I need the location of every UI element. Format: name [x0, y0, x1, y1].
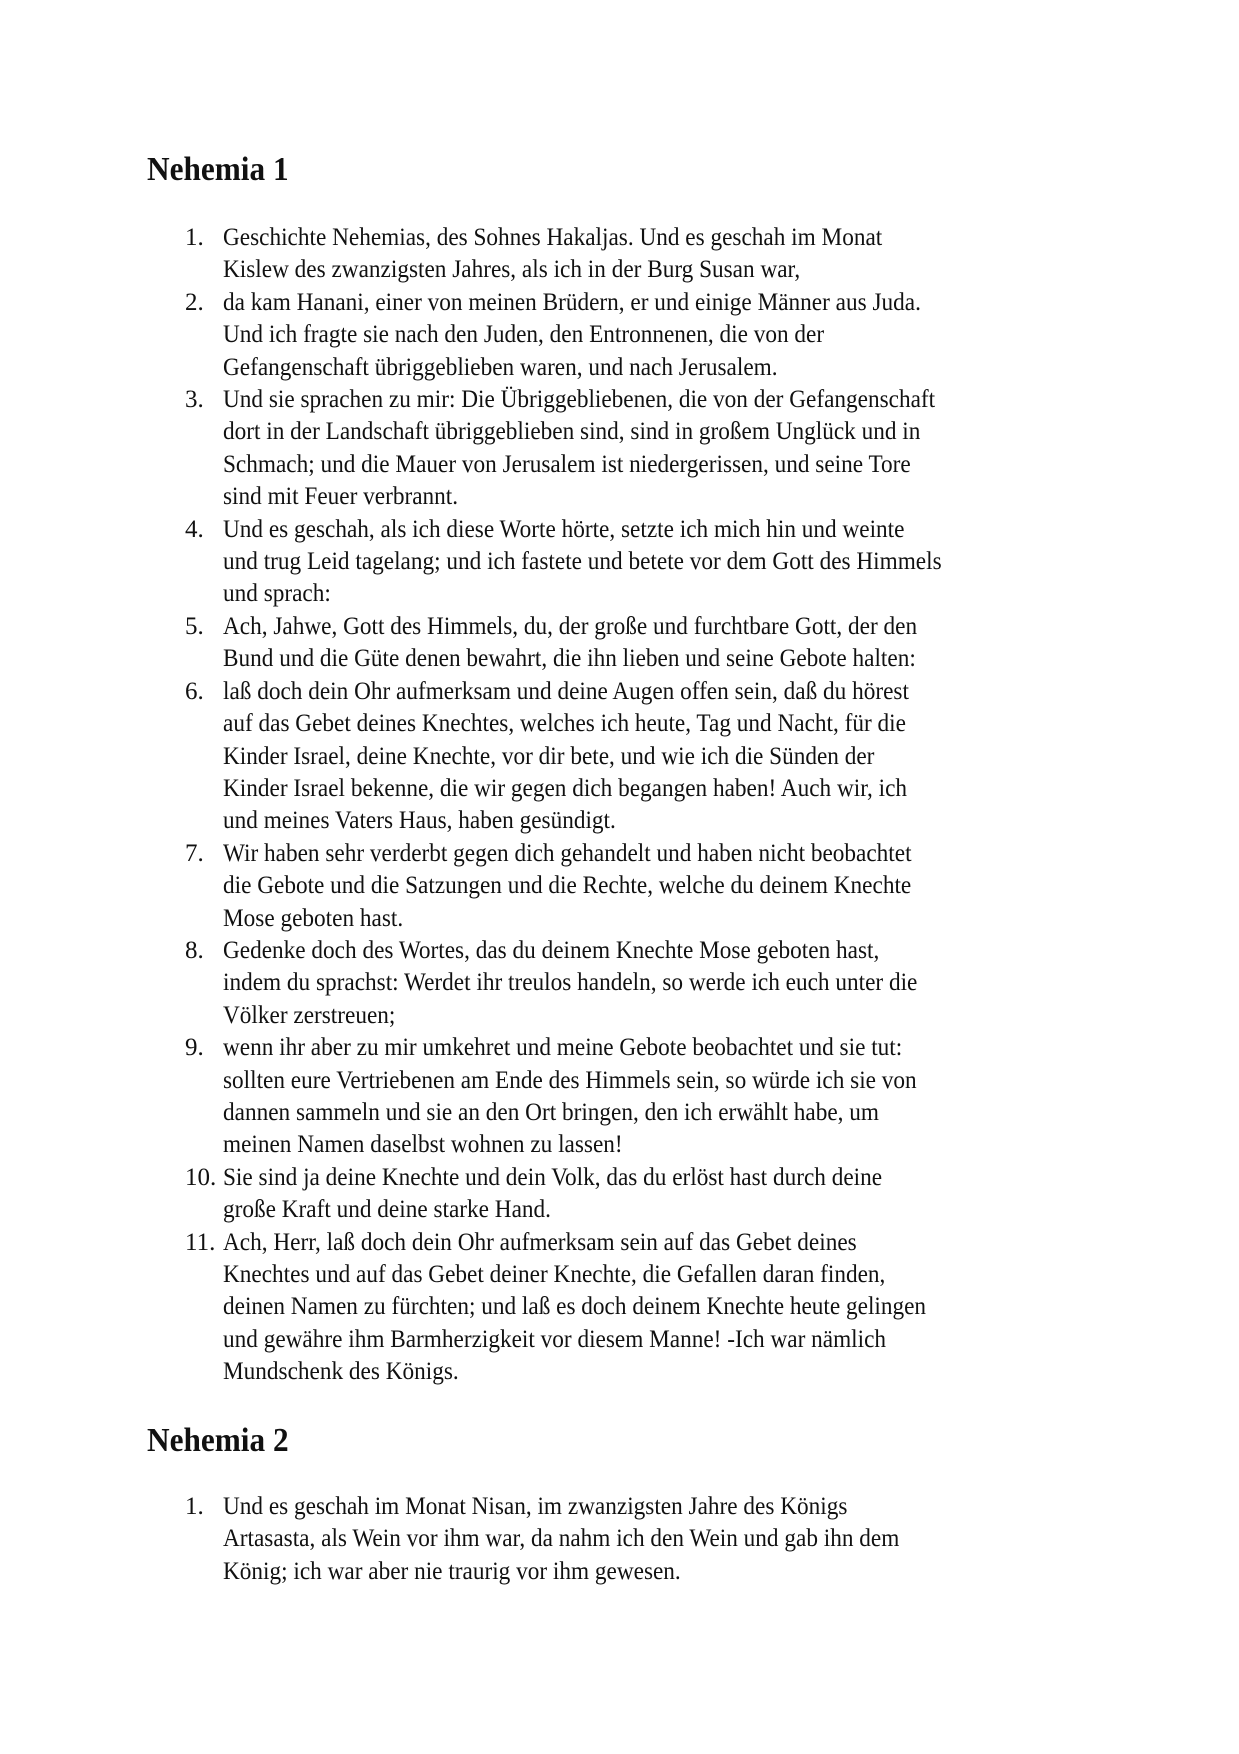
verse-text-line: Sie sind ja deine Knechte und dein Volk, das du erlöst hast durch deine — [223, 1163, 883, 1191]
verse-number: 7. — [185, 839, 204, 867]
verse-number: 9. — [185, 1034, 204, 1062]
verse-list — [147, 222, 1127, 1389]
verse-item — [147, 1491, 1127, 1588]
verse-item — [147, 1227, 1127, 1389]
verse-item — [147, 1162, 1127, 1227]
verse-text-line: wenn ihr aber zu mir umkehret und meine Gebote beobachtet und sie tut: — [223, 1034, 903, 1062]
verse-text-line: Ach, Herr, laß doch dein Ohr aufmerksam sein auf das Gebet deines — [223, 1228, 857, 1256]
verse-text-line: Gedenke doch des Wortes, das du deinem Knechte Mose geboten hast, — [223, 936, 880, 964]
verse-text-line: die Gebote und die Satzungen und die Rechte, welche du deinem Knechte — [223, 872, 912, 900]
verse-item — [147, 222, 1127, 287]
verse-text-line: Und ich fragte sie nach den Juden, den Entronnenen, die von der — [223, 321, 825, 349]
verse-text-line: Knechtes und auf das Gebet deiner Knechte, die Gefallen daran finden, — [223, 1261, 886, 1288]
verse-item — [147, 1032, 1127, 1162]
verse-text-line: Mose geboten hast. — [223, 904, 404, 932]
verse-text-line: Ach, Jahwe, Gott des Himmels, du, der große und furchtbare Gott, der den — [223, 612, 918, 640]
verse-text-line: da kam Hanani, einer von meinen Brüdern, er und einige Männer aus Juda. — [223, 288, 921, 316]
verse-number: 8. — [185, 936, 204, 964]
verse-number: 1. — [185, 1493, 204, 1520]
verse-item — [147, 287, 1127, 384]
verse-text-line: meinen Namen daselbst wohnen zu lassen! — [223, 1131, 623, 1159]
verse-text-line: Mundschenk des Königs. — [223, 1358, 459, 1386]
verse-text-line: Und es geschah im Monat Nisan, im zwanzigsten Jahre des Königs — [223, 1493, 848, 1520]
verse-number: 10. — [185, 1163, 217, 1191]
verse-number: 1. — [185, 224, 204, 251]
verse-text-line: Schmach; und die Mauer von Jerusalem ist niedergerissen, und seine Tore — [223, 450, 911, 478]
verse-text-line: Kinder Israel, deine Knechte, vor dir bete, und wie ich die Sünden der — [223, 742, 875, 770]
verse-text-line: indem du sprachst: Werdet ihr treulos handeln, so werde ich euch unter die — [223, 969, 918, 997]
verse-text-line: große Kraft und deine starke Hand. — [223, 1196, 551, 1224]
verse-text-line: König; ich war aber nie traurig vor ihm gewesen. — [223, 1557, 681, 1585]
verse-item — [147, 935, 1127, 1032]
verse-text-line: Und es geschah, als ich diese Worte hörte, setzte ich mich hin und weinte — [223, 515, 905, 543]
verse-text-line: und sprach: — [223, 580, 331, 608]
verse-item — [147, 611, 1127, 676]
verse-item — [147, 676, 1127, 838]
chapter-title: Nehemia 1 — [147, 151, 289, 188]
verse-text-line: Kinder Israel bekenne, die wir gegen dich begangen haben! Auch wir, ich — [223, 774, 908, 802]
verse-text-line: und gewähre ihm Barmherzigkeit vor diesem Manne! -Ich war nämlich — [223, 1325, 887, 1353]
verse-text-line: Bund und die Güte denen bewahrt, die ihn lieben und seine Gebote halten: — [223, 645, 916, 673]
verse-text-line: sollten eure Vertriebenen am Ende des Himmels sein, so würde ich sie von — [223, 1066, 917, 1094]
chapter-title: Nehemia 2 — [147, 1422, 289, 1459]
verse-number: 11. — [185, 1228, 216, 1256]
verse-item — [147, 838, 1127, 935]
verse-text-line: Gefangenschaft übriggeblieben waren, und nach Jerusalem. — [223, 353, 778, 381]
verse-text-line: und trug Leid tagelang; und ich fastete und betete vor dem Gott des Himmels — [223, 548, 942, 576]
verse-text-line: Geschichte Nehemias, des Sohnes Hakaljas. Und es geschah im Monat — [223, 224, 883, 251]
verse-item — [147, 514, 1127, 611]
verse-text-line: Artasasta, als Wein vor ihm war, da nahm ich den Wein und gab ihn dem — [223, 1525, 900, 1553]
verse-text-line: deinen Namen zu fürchten; und laß es doch deinem Knechte heute gelingen — [223, 1293, 927, 1321]
verse-text-line: dannen sammeln und sie an den Ort bringen, den ich erwählt habe, um — [223, 1098, 879, 1126]
verse-text-line: dort in der Landschaft übriggeblieben sind, sind in großem Unglück und in — [223, 418, 921, 446]
verse-text-line: Völker zerstreuen; — [223, 1001, 396, 1029]
verse-text-line: auf das Gebet deines Knechtes, welches ich heute, Tag und Nacht, für die — [223, 710, 906, 738]
verse-text-line: laß doch dein Ohr aufmerksam und deine Augen offen sein, daß du hörest — [223, 677, 909, 705]
verse-number: 3. — [185, 386, 204, 414]
verse-text-line: Kislew des zwanzigsten Jahres, als ich in der Burg Susan war, — [223, 256, 801, 284]
verse-item — [147, 384, 1127, 514]
verse-text-line: Wir haben sehr verderbt gegen dich gehandelt und haben nicht beobachtet — [223, 839, 912, 867]
verse-number: 2. — [185, 288, 204, 316]
verse-number: 6. — [185, 677, 204, 705]
verse-text-line: sind mit Feuer verbrannt. — [223, 483, 459, 511]
verse-text-line: und meines Vaters Haus, haben gesündigt. — [223, 807, 616, 835]
verse-list — [147, 1491, 1127, 1588]
verse-number: 4. — [185, 515, 204, 543]
verse-number: 5. — [185, 612, 204, 640]
verse-text-line: Und sie sprachen zu mir: Die Übriggebliebenen, die von der Gefangenschaft — [223, 386, 936, 414]
